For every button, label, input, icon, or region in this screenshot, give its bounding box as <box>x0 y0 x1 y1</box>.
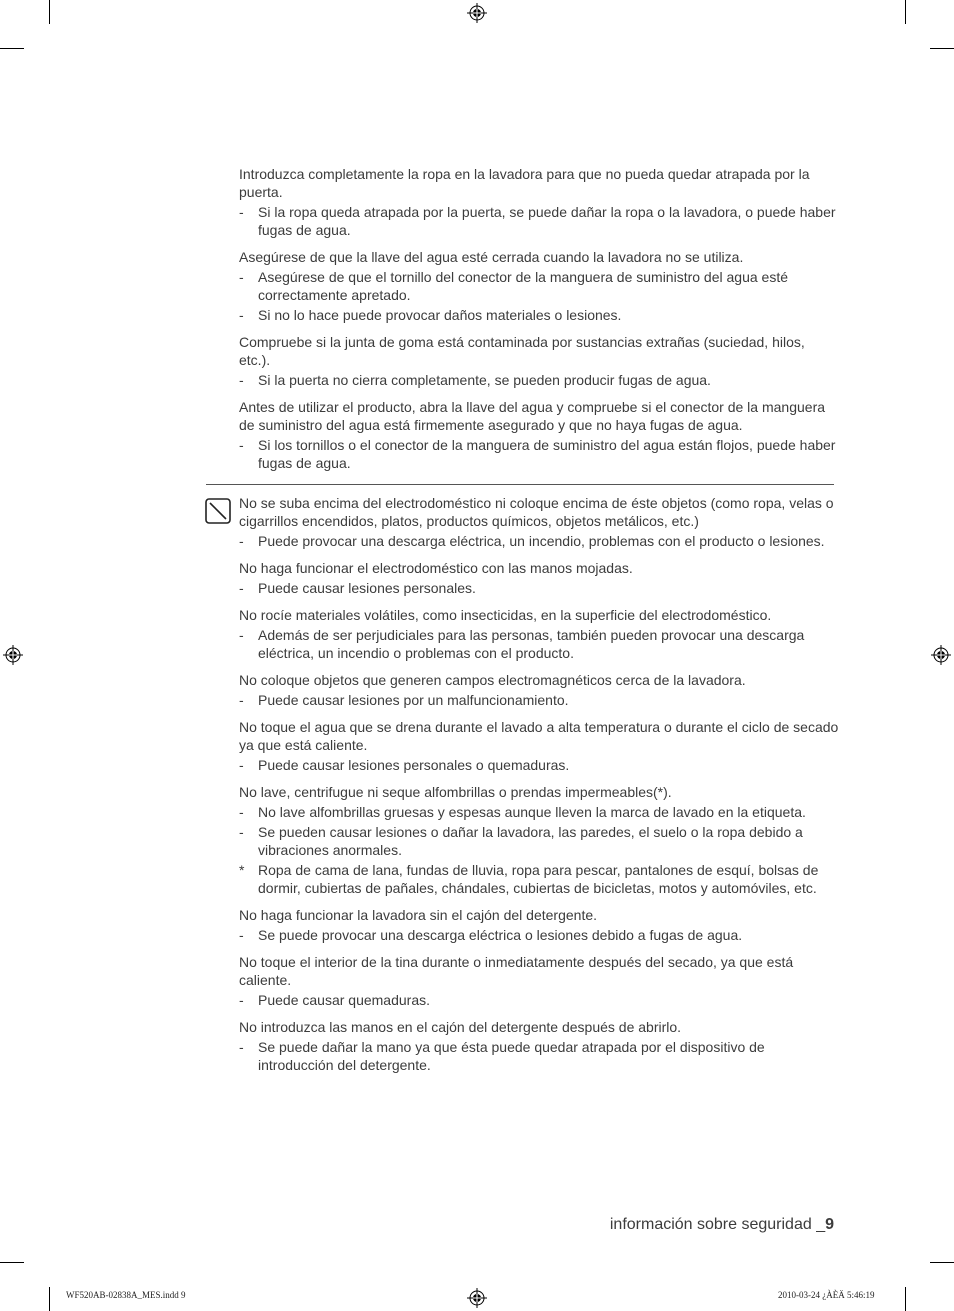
crop-mark <box>905 0 906 24</box>
crop-mark <box>0 48 24 49</box>
bullet-mark: - <box>239 372 244 388</box>
instruction-detail <box>239 803 839 821</box>
instruction-lead: Introduzca completamente la ropa en la lavadora para que no pueda quedar atrapada por la puerta. <box>239 166 810 200</box>
instruction-lead: No rocíe materiales volátiles, como insecticidas, en la superficie del electrodoméstico. <box>239 607 772 623</box>
instruction-item <box>239 165 839 239</box>
instruction-lead: No lave, centrifugue ni seque alfombrillas o prendas impermeables(*). <box>239 784 672 800</box>
registration-mark-icon <box>931 645 951 665</box>
instruction-detail <box>239 371 839 389</box>
detail-text: Puede causar lesiones personales. <box>258 580 476 596</box>
instruction-detail <box>239 268 839 304</box>
detail-text: Se puede provocar una descarga eléctrica o lesiones debido a fugas de agua. <box>258 927 743 943</box>
detail-text: Puede provocar una descarga eléctrica, un incendio, problemas con el producto o lesiones. <box>258 533 825 549</box>
instruction-item <box>239 333 839 389</box>
instruction-lead: No toque el interior de la tina durante o inmediatamente después del secado, ya que está caliente. <box>239 954 794 988</box>
page-number: 9 <box>825 1216 834 1233</box>
crop-mark <box>930 1262 954 1263</box>
prohibition-icon <box>205 498 231 524</box>
instruction-lead: No toque el agua que se drena durante el lavado a alta temperatura o durante el ciclo de secado ya que está caliente. <box>239 719 839 753</box>
instruction-lead: No haga funcionar la lavadora sin el cajón del detergente. <box>239 907 598 923</box>
instruction-item <box>239 494 839 550</box>
bullet-mark: - <box>239 692 244 708</box>
bullet-mark: - <box>239 437 244 453</box>
detail-text: Se pueden causar lesiones o dañar la lavadora, las paredes, el suelo o la ropa debido a vibraciones anormales. <box>258 824 803 858</box>
instruction-detail <box>239 306 839 324</box>
detail-text: Si los tornillos o el conector de la manguera de suministro del agua están flojos, puede haber fugas de agua. <box>258 437 836 471</box>
instruction-item <box>239 606 839 662</box>
instruction-lead: No introduzca las manos en el cajón del detergente después de abrirlo. <box>239 1019 682 1035</box>
bullet-mark: - <box>239 307 244 323</box>
crop-mark <box>0 1262 24 1263</box>
bullet-mark: - <box>239 269 244 285</box>
instruction-detail <box>239 823 839 859</box>
registration-mark-icon <box>3 645 23 665</box>
slug-file-name: WF520AB-02838A_MES.indd 9 <box>66 1290 186 1300</box>
instruction-item <box>239 671 839 709</box>
detail-text: Asegúrese de que el tornillo del conector de la manguera de suministro del agua esté correctamente apretado. <box>258 269 788 303</box>
crop-mark <box>49 0 50 24</box>
instruction-lead: No se suba encima del electrodoméstico ni coloque encima de éste objetos (como ropa, velas o cigarrillos encendidos, platos, productos químicos, objetos metálicos, etc.) <box>239 495 834 529</box>
detail-text: Se puede dañar la mano ya que ésta puede quedar atrapada por el dispositivo de introducción del detergente. <box>258 1039 765 1073</box>
instruction-item <box>239 248 839 324</box>
instruction-detail <box>239 756 839 774</box>
slug-timestamp: 2010-03-24 ¿ÀÈÄ 5:46:19 <box>778 1290 875 1300</box>
detail-text: Si no lo hace puede provocar daños materiales o lesiones. <box>258 307 622 323</box>
instruction-lead: Compruebe si la junta de goma está contaminada por sustancias extrañas (suciedad, hilos, etc.). <box>239 334 805 368</box>
instruction-detail <box>239 926 839 944</box>
instruction-item <box>239 398 839 472</box>
instruction-item <box>239 953 839 1009</box>
detail-text: Ropa de cama de lana, fundas de lluvia, ropa para pescar, pantalones de esquí, bolsas de dormir, cubiertas de pañales, chándales, cubiertas de bicicletas, motos y automóviles, etc. <box>258 862 819 896</box>
detail-text: Si la ropa queda atrapada por la puerta, se puede dañar la ropa o la lavadora, o puede haber fugas de agua. <box>258 204 836 238</box>
instruction-detail <box>239 1038 839 1074</box>
registration-mark-icon <box>467 1288 487 1308</box>
crop-mark <box>49 1287 50 1311</box>
bullet-mark: - <box>239 824 244 840</box>
instruction-detail <box>239 626 839 662</box>
instruction-item <box>239 783 839 897</box>
instruction-detail <box>239 579 839 597</box>
bullet-mark: - <box>239 580 244 596</box>
detail-text: Además de ser perjudiciales para las personas, también pueden provocar una descarga eléctrica, un incendio o problemas con el producto. <box>258 627 805 661</box>
instruction-item <box>239 1018 839 1074</box>
bullet-mark: - <box>239 204 244 220</box>
detail-text: Puede causar quemaduras. <box>258 992 430 1008</box>
detail-text: Si la puerta no cierra completamente, se pueden producir fugas de agua. <box>258 372 711 388</box>
bullet-mark: - <box>239 927 244 943</box>
instruction-lead: No haga funcionar el electrodoméstico con las manos mojadas. <box>239 560 633 576</box>
caution-instructions <box>239 165 839 472</box>
bullet-mark: - <box>239 1039 244 1055</box>
instruction-item <box>239 718 839 774</box>
detail-text: No lave alfombrillas gruesas y espesas aunque lleven la marca de lavado en la etiqueta. <box>258 804 806 820</box>
instruction-lead: Asegúrese de que la llave del agua esté cerrada cuando la lavadora no se utiliza. <box>239 249 744 265</box>
bullet-mark: - <box>239 627 244 643</box>
crop-mark <box>930 48 954 49</box>
crop-mark <box>905 1287 906 1311</box>
registration-mark-icon <box>467 3 487 23</box>
bullet-mark: - <box>239 804 244 820</box>
detail-text: Puede causar lesiones por un malfuncionamiento. <box>258 692 569 708</box>
instruction-item <box>239 906 839 944</box>
instruction-detail <box>239 991 839 1009</box>
instruction-lead: No coloque objetos que generen campos electromagnéticos cerca de la lavadora. <box>239 672 746 688</box>
instruction-detail <box>239 532 839 550</box>
bullet-mark: - <box>239 533 244 549</box>
instruction-item <box>239 559 839 597</box>
instruction-lead: Antes de utilizar el producto, abra la llave del agua y compruebe si el conector de la manguera de suministro del agua está firmemente asegurado y que no haya fugas de agua. <box>239 399 826 433</box>
bullet-mark: - <box>239 757 244 773</box>
section-divider <box>206 484 834 485</box>
instruction-detail <box>239 861 839 897</box>
instruction-detail <box>239 436 839 472</box>
page-footer <box>610 1216 834 1234</box>
prohibition-instructions <box>239 494 839 1074</box>
instruction-detail <box>239 203 839 239</box>
detail-text: Puede causar lesiones personales o quemaduras. <box>258 757 570 773</box>
footer-section-title: información sobre seguridad _ <box>609 1216 826 1233</box>
bullet-mark: * <box>239 862 245 878</box>
instruction-detail <box>239 691 839 709</box>
bullet-mark: - <box>239 992 244 1008</box>
